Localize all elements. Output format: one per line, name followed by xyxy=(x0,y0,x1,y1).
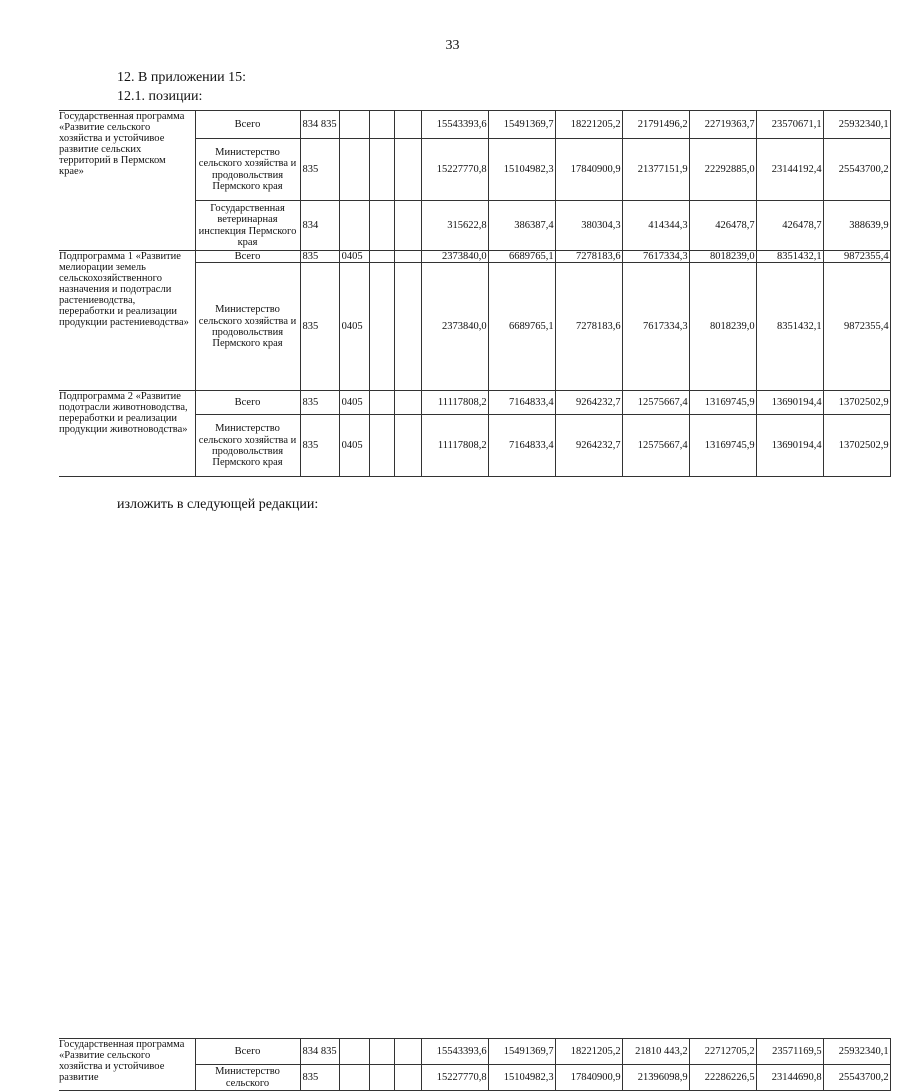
amount-cell: 386387,4 xyxy=(488,201,555,251)
budget-table-original xyxy=(59,110,891,477)
amount-cell: 15543393,6 xyxy=(421,1039,488,1065)
amendment-heading: 12. В приложении 15: xyxy=(117,70,247,85)
grbs-code-cell: 835 xyxy=(300,263,339,391)
participant-cell: Всего xyxy=(195,1039,300,1065)
amount-cell: 23144192,4 xyxy=(756,139,823,201)
grbs-code-cell: 835 xyxy=(300,251,339,263)
amount-cell: 9264232,7 xyxy=(555,415,622,477)
amount-cell: 18221205,2 xyxy=(555,1039,622,1065)
table-row xyxy=(59,111,890,139)
amount-cell: 2373840,0 xyxy=(421,263,488,391)
target-article-cell xyxy=(369,1039,394,1065)
new-edition-heading: изложить в следующей редакции: xyxy=(117,497,319,512)
amount-cell: 13690194,4 xyxy=(756,391,823,415)
amount-cell: 13702502,9 xyxy=(823,391,890,415)
target-article-cell xyxy=(369,111,394,139)
amount-cell: 22286226,5 xyxy=(689,1065,756,1091)
amount-cell: 6689765,1 xyxy=(488,263,555,391)
amount-cell: 12575667,4 xyxy=(622,415,689,477)
section-code-cell: 0405 xyxy=(339,415,369,477)
amount-cell: 8351432,1 xyxy=(756,251,823,263)
grbs-code-cell: 834 835 xyxy=(300,111,339,139)
target-article-cell xyxy=(369,415,394,477)
amount-cell: 15227770,8 xyxy=(421,1065,488,1091)
target-article-cell xyxy=(369,1065,394,1091)
amount-cell: 15491369,7 xyxy=(488,111,555,139)
amount-cell: 21791496,2 xyxy=(622,111,689,139)
grbs-code-cell: 834 835 xyxy=(300,1039,339,1065)
amount-cell: 13702502,9 xyxy=(823,415,890,477)
amount-cell: 7617334,3 xyxy=(622,251,689,263)
amount-cell: 9264232,7 xyxy=(555,391,622,415)
amount-cell: 13690194,4 xyxy=(756,415,823,477)
section-code-cell xyxy=(339,201,369,251)
participant-cell: Министерство сельского хозяйства и продовольствия Пермского края xyxy=(195,139,300,201)
amount-cell: 25932340,1 xyxy=(823,1039,890,1065)
amount-cell: 414344,3 xyxy=(622,201,689,251)
program-name-cell: Государственная программа «Развитие сельского хозяйства и устойчивое развитие xyxy=(59,1039,195,1091)
amount-cell: 22719363,7 xyxy=(689,111,756,139)
amount-cell: 22712705,2 xyxy=(689,1039,756,1065)
amount-cell: 388639,9 xyxy=(823,201,890,251)
amount-cell: 426478,7 xyxy=(689,201,756,251)
amount-cell: 11117808,2 xyxy=(421,391,488,415)
table-row xyxy=(59,251,890,263)
section-code-cell xyxy=(339,1039,369,1065)
participant-cell: Министерство сельского xyxy=(195,1065,300,1091)
target-article-cell xyxy=(369,391,394,415)
amount-cell: 21396098,9 xyxy=(622,1065,689,1091)
section-code-cell: 0405 xyxy=(339,391,369,415)
expense-type-cell xyxy=(394,139,421,201)
target-article-cell xyxy=(369,251,394,263)
amount-cell: 6689765,1 xyxy=(488,251,555,263)
grbs-code-cell: 835 xyxy=(300,415,339,477)
program-name-cell: Государственная программа «Развитие сельского хозяйства и устойчивое развитие сельских территорий в Пермском крае» xyxy=(59,111,195,251)
amount-cell: 7278183,6 xyxy=(555,263,622,391)
amount-cell: 23570671,1 xyxy=(756,111,823,139)
amount-cell: 8351432,1 xyxy=(756,263,823,391)
table2-clip xyxy=(0,519,905,1089)
amount-cell: 11117808,2 xyxy=(421,415,488,477)
expense-type-cell xyxy=(394,251,421,263)
amount-cell: 9872355,4 xyxy=(823,251,890,263)
amount-cell: 15104982,3 xyxy=(488,139,555,201)
amount-cell: 25932340,1 xyxy=(823,111,890,139)
amount-cell: 23571169,5 xyxy=(756,1039,823,1065)
amount-cell: 8018239,0 xyxy=(689,263,756,391)
amount-cell: 21810 443,2 xyxy=(622,1039,689,1065)
target-article-cell xyxy=(369,201,394,251)
section-code-cell xyxy=(339,1065,369,1091)
amount-cell: 12575667,4 xyxy=(622,391,689,415)
participant-cell: Государственная ветеринарная инспекция Пермского края xyxy=(195,201,300,251)
amount-cell: 18221205,2 xyxy=(555,111,622,139)
table1-body xyxy=(59,111,890,477)
amount-cell: 9872355,4 xyxy=(823,263,890,391)
amount-cell: 7278183,6 xyxy=(555,251,622,263)
participant-cell: Министерство сельского хозяйства и продовольствия Пермского края xyxy=(195,263,300,391)
amount-cell: 22292885,0 xyxy=(689,139,756,201)
table-row xyxy=(59,1039,890,1065)
expense-type-cell xyxy=(394,1065,421,1091)
page-number: 33 xyxy=(445,38,460,53)
amount-cell: 426478,7 xyxy=(756,201,823,251)
program-name-cell: Подпрограмма 1 «Развитие мелиорации земель сельскохозяйственного назначения и подотрасли растениеводства, переработки и реализации продукции растениеводства» xyxy=(59,251,195,391)
amount-cell: 2373840,0 xyxy=(421,251,488,263)
grbs-code-cell: 835 xyxy=(300,1065,339,1091)
section-code-cell xyxy=(339,139,369,201)
grbs-code-cell: 835 xyxy=(300,139,339,201)
target-article-cell xyxy=(369,139,394,201)
amount-cell: 8018239,0 xyxy=(689,251,756,263)
amount-cell: 13169745,9 xyxy=(689,415,756,477)
expense-type-cell xyxy=(394,1039,421,1065)
positions-heading: 12.1. позиции: xyxy=(117,89,203,104)
expense-type-cell xyxy=(394,201,421,251)
amount-cell: 15543393,6 xyxy=(421,111,488,139)
expense-type-cell xyxy=(394,415,421,477)
expense-type-cell xyxy=(394,111,421,139)
expense-type-cell xyxy=(394,391,421,415)
table2-body xyxy=(59,1039,890,1091)
amount-cell: 15491369,7 xyxy=(488,1039,555,1065)
section-code-cell: 0405 xyxy=(339,251,369,263)
section-code-cell xyxy=(339,111,369,139)
amount-cell: 23144690,8 xyxy=(756,1065,823,1091)
grbs-code-cell: 835 xyxy=(300,391,339,415)
amount-cell: 13169745,9 xyxy=(689,391,756,415)
amount-cell: 17840900,9 xyxy=(555,1065,622,1091)
expense-type-cell xyxy=(394,263,421,391)
table-row xyxy=(59,391,890,415)
amount-cell: 25543700,2 xyxy=(823,1065,890,1091)
amount-cell: 25543700,2 xyxy=(823,139,890,201)
section-code-cell: 0405 xyxy=(339,263,369,391)
amount-cell: 380304,3 xyxy=(555,201,622,251)
participant-cell: Всего xyxy=(195,251,300,263)
amount-cell: 15104982,3 xyxy=(488,1065,555,1091)
target-article-cell xyxy=(369,263,394,391)
participant-cell: Всего xyxy=(195,391,300,415)
amount-cell: 315622,8 xyxy=(421,201,488,251)
amount-cell: 7617334,3 xyxy=(622,263,689,391)
participant-cell: Всего xyxy=(195,111,300,139)
amount-cell: 15227770,8 xyxy=(421,139,488,201)
grbs-code-cell: 834 xyxy=(300,201,339,251)
amount-cell: 7164833,4 xyxy=(488,391,555,415)
amount-cell: 21377151,9 xyxy=(622,139,689,201)
amount-cell: 7164833,4 xyxy=(488,415,555,477)
participant-cell: Министерство сельского хозяйства и продовольствия Пермского края xyxy=(195,415,300,477)
budget-table-new xyxy=(59,1038,891,1091)
amount-cell: 17840900,9 xyxy=(555,139,622,201)
program-name-cell: Подпрограмма 2 «Развитие подотрасли животноводства, переработки и реализации продукции животноводства» xyxy=(59,391,195,477)
